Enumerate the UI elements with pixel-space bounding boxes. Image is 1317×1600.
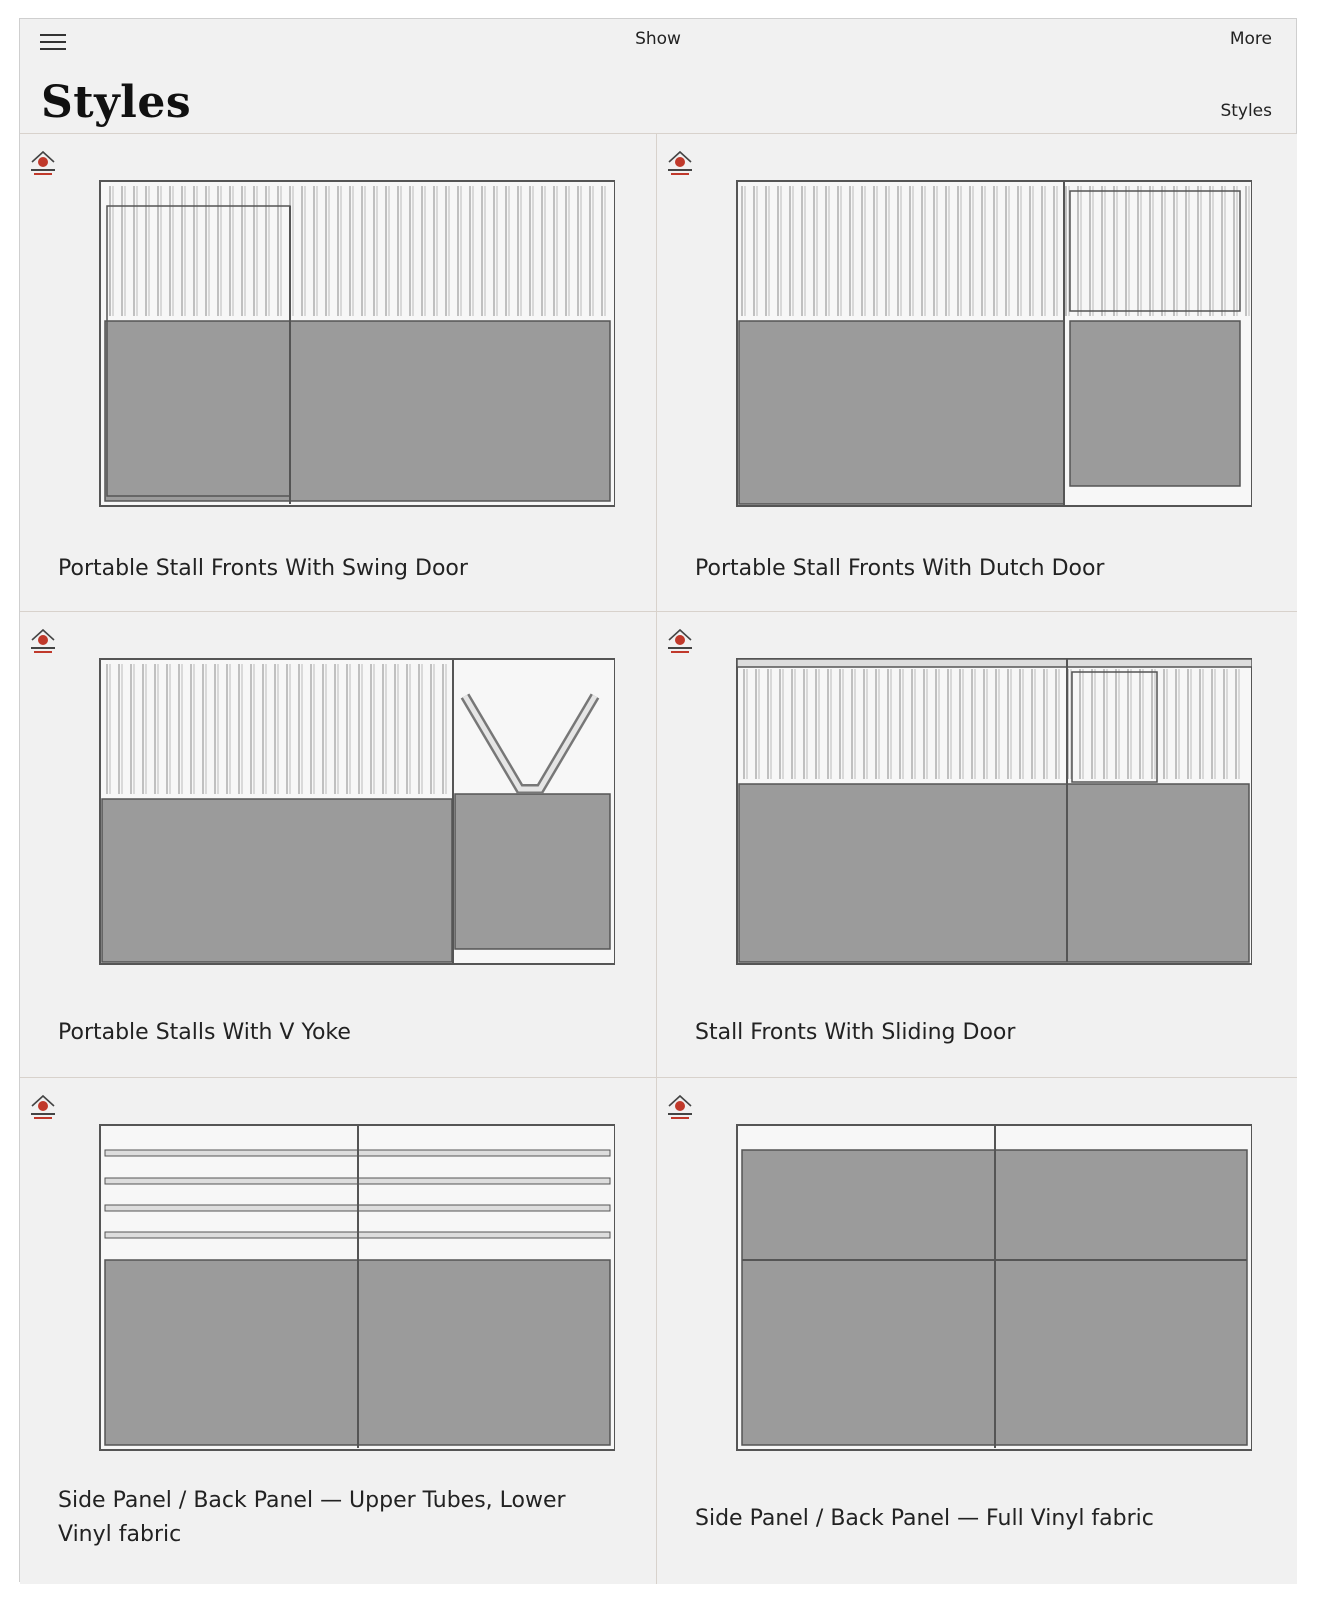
logo-icon: [29, 1092, 57, 1122]
product-card-v-yoke[interactable]: [20, 612, 657, 1078]
panel-drawing-upper-tubes: [75, 1120, 615, 1460]
page-frame: [19, 18, 1297, 1582]
product-grid: [20, 133, 1296, 1547]
stall-drawing-swing-door: [75, 176, 615, 516]
product-card-upper-tubes[interactable]: [20, 1078, 657, 1584]
product-title[interactable]: Portable Stalls With V Yoke: [58, 1020, 351, 1045]
stall-drawing-v-yoke: [75, 654, 615, 994]
breadcrumb: Styles: [1220, 101, 1272, 121]
product-card-sliding-door[interactable]: [657, 612, 1297, 1078]
product-title[interactable]: Portable Stall Fronts With Swing Door: [58, 556, 468, 581]
stall-drawing-dutch-door: [712, 176, 1252, 516]
product-card-dutch-door[interactable]: [657, 134, 1297, 612]
logo-icon: [29, 148, 57, 178]
nav-more-link[interactable]: More: [1229, 29, 1272, 49]
product-title[interactable]: Stall Fronts With Sliding Door: [695, 1020, 1016, 1045]
product-title[interactable]: Side Panel / Back Panel — Upper Tubes, Lower Vinyl fabric: [58, 1488, 566, 1547]
logo-icon: [666, 148, 694, 178]
product-card-full-vinyl[interactable]: [657, 1078, 1297, 1584]
top-bar: [20, 19, 1296, 134]
page-title: Styles: [41, 77, 192, 128]
logo-icon: [666, 626, 694, 656]
product-title[interactable]: Portable Stall Fronts With Dutch Door: [695, 556, 1105, 581]
logo-icon: [666, 1092, 694, 1122]
logo-icon: [29, 626, 57, 656]
product-title[interactable]: Side Panel / Back Panel — Full Vinyl fabric: [695, 1506, 1154, 1531]
stall-drawing-sliding-door: [712, 654, 1252, 994]
nav-show-link[interactable]: Show: [635, 29, 681, 49]
panel-drawing-full-vinyl: [712, 1120, 1252, 1460]
product-card-swing-door[interactable]: [20, 134, 657, 612]
